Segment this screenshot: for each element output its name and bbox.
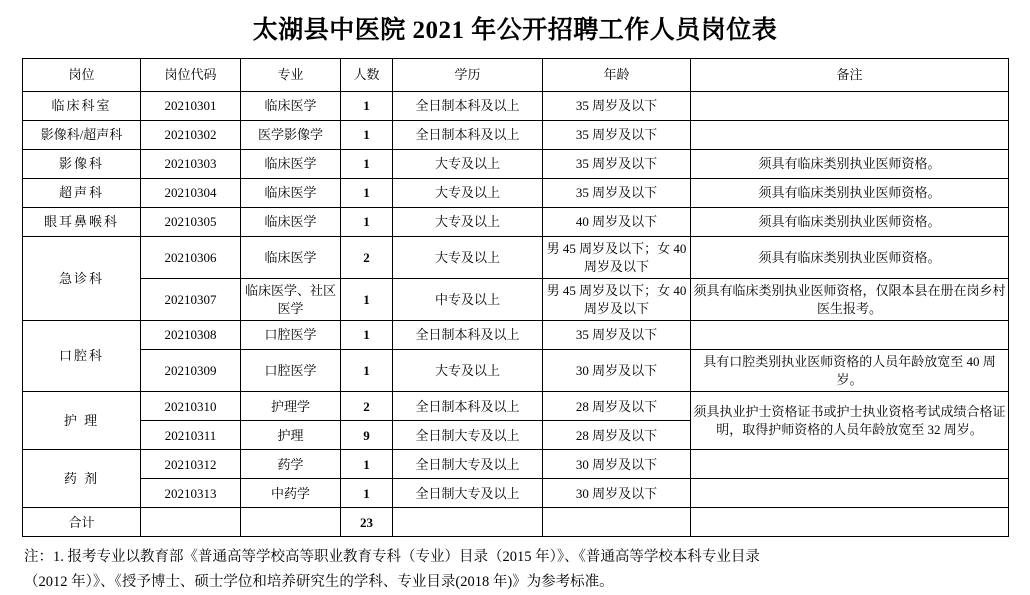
cell-education: 大专及以上 (393, 150, 543, 179)
column-header-post: 岗位 (23, 59, 141, 92)
cell-post: 口腔科 (23, 321, 141, 392)
cell-age: 30 周岁及以下 (543, 450, 691, 479)
table-row (23, 208, 1009, 237)
cell-post: 药 剂 (23, 450, 141, 508)
cell-remark: 须具有临床类别执业医师资格。 (691, 179, 1009, 208)
cell-education: 全日制本科及以上 (393, 121, 543, 150)
cell-education: 大专及以上 (393, 237, 543, 279)
cell-remark: 须具有临床类别执业医师资格。 (691, 208, 1009, 237)
cell-code: 20210305 (141, 208, 241, 237)
cell-post: 临床科室 (23, 92, 141, 121)
cell-post: 影像科 (23, 150, 141, 179)
cell-major: 中药学 (241, 479, 341, 508)
cell-major: 口腔医学 (241, 350, 341, 392)
cell-major: 护理学 (241, 392, 341, 421)
cell-total-major (241, 508, 341, 537)
cell-major: 临床医学 (241, 179, 341, 208)
column-header-remark: 备注 (691, 59, 1009, 92)
column-header-education: 学历 (393, 59, 543, 92)
cell-age: 35 周岁及以下 (543, 92, 691, 121)
cell-education: 大专及以上 (393, 179, 543, 208)
cell-number: 1 (341, 179, 393, 208)
cell-remark: 须具有临床类别执业医师资格。 (691, 237, 1009, 279)
cell-code: 20210304 (141, 179, 241, 208)
cell-major: 临床医学、社区医学 (241, 279, 341, 321)
cell-code: 20210311 (141, 421, 241, 450)
recruitment-table (22, 58, 1009, 537)
cell-major: 临床医学 (241, 150, 341, 179)
cell-age: 35 周岁及以下 (543, 321, 691, 350)
cell-age: 男 45 周岁及以下；女 40 周岁及以下 (543, 237, 691, 279)
cell-age: 30 周岁及以下 (543, 350, 691, 392)
cell-remark (691, 92, 1009, 121)
table-row (23, 237, 1009, 279)
column-header-age: 年龄 (543, 59, 691, 92)
cell-education: 全日制大专及以上 (393, 421, 543, 450)
table-total-row (23, 508, 1009, 537)
cell-number: 1 (341, 121, 393, 150)
cell-major: 口腔医学 (241, 321, 341, 350)
cell-total-code (141, 508, 241, 537)
cell-total-remark (691, 508, 1009, 537)
cell-total-label: 合计 (23, 508, 141, 537)
cell-major: 护理 (241, 421, 341, 450)
cell-post: 护 理 (23, 392, 141, 450)
page-title: 太湖县中医院 2021 年公开招聘工作人员岗位表 (252, 17, 778, 44)
table-row (23, 450, 1009, 479)
cell-number: 1 (341, 92, 393, 121)
cell-number: 1 (341, 150, 393, 179)
cell-number: 1 (341, 279, 393, 321)
cell-code: 20210306 (141, 237, 241, 279)
cell-post: 眼耳鼻喉科 (23, 208, 141, 237)
cell-code: 20210303 (141, 150, 241, 179)
cell-code: 20210302 (141, 121, 241, 150)
cell-remark (691, 121, 1009, 150)
cell-major: 药学 (241, 450, 341, 479)
footnote-line-2: （2012 年）》、《授予博士、硕士学位和培养研究生的学科、专业目录(2018 年)》为参考标准。 (24, 573, 614, 590)
cell-education: 全日制大专及以上 (393, 479, 543, 508)
table-row (23, 121, 1009, 150)
cell-age: 40 周岁及以下 (543, 208, 691, 237)
cell-number: 1 (341, 450, 393, 479)
cell-code: 20210309 (141, 350, 241, 392)
document-page (0, 10, 1030, 588)
cell-education: 全日制本科及以上 (393, 92, 543, 121)
cell-remark: 具有口腔类别执业医师资格的人员年龄放宽至 40 周岁。 (691, 350, 1009, 392)
column-header-number: 人数 (341, 59, 393, 92)
cell-education: 大专及以上 (393, 208, 543, 237)
table-row (23, 92, 1009, 121)
cell-code: 20210308 (141, 321, 241, 350)
table-row (23, 279, 1009, 321)
table-row (23, 179, 1009, 208)
table-row (23, 350, 1009, 392)
cell-code: 20210313 (141, 479, 241, 508)
cell-total-education (393, 508, 543, 537)
cell-education: 全日制大专及以上 (393, 450, 543, 479)
cell-number: 9 (341, 421, 393, 450)
cell-remark (691, 450, 1009, 479)
cell-major: 临床医学 (241, 237, 341, 279)
cell-remark: 须具有临床类别执业医师资格。 (691, 150, 1009, 179)
cell-age: 35 周岁及以下 (543, 121, 691, 150)
cell-age: 35 周岁及以下 (543, 150, 691, 179)
cell-post: 超声科 (23, 179, 141, 208)
cell-education: 全日制本科及以上 (393, 321, 543, 350)
cell-number: 1 (341, 321, 393, 350)
cell-post: 影像科/超声科 (23, 121, 141, 150)
cell-education: 全日制本科及以上 (393, 392, 543, 421)
footnotes (24, 545, 1006, 594)
cell-remark (691, 479, 1009, 508)
cell-education: 中专及以上 (393, 279, 543, 321)
table-row (23, 392, 1009, 421)
cell-number: 1 (341, 208, 393, 237)
cell-major: 医学影像学 (241, 121, 341, 150)
column-header-code: 岗位代码 (141, 59, 241, 92)
cell-major: 临床医学 (241, 208, 341, 237)
table-header-row (23, 59, 1009, 92)
cell-age: 35 周岁及以下 (543, 179, 691, 208)
cell-number: 2 (341, 237, 393, 279)
cell-code: 20210310 (141, 392, 241, 421)
cell-total-number: 23 (341, 508, 393, 537)
cell-remark: 须具有临床类别执业医师资格，仅限本县在册在岗乡村医生报考。 (691, 279, 1009, 321)
cell-remark: 须具执业护士资格证书或护士执业资格考试成绩合格证明，取得护师资格的人员年龄放宽至 32 周岁。 (691, 392, 1009, 450)
table-row (23, 150, 1009, 179)
cell-number: 1 (341, 350, 393, 392)
column-header-major: 专业 (241, 59, 341, 92)
cell-age: 28 周岁及以下 (543, 392, 691, 421)
cell-age: 28 周岁及以下 (543, 421, 691, 450)
cell-code: 20210312 (141, 450, 241, 479)
footnote-line-1: 注：1. 报考专业以教育部《普通高等学校高等职业教育专科（专业）目录（2015 年）》、《普通高等学校本科专业目录 (24, 549, 760, 566)
table-row (23, 321, 1009, 350)
cell-age: 30 周岁及以下 (543, 479, 691, 508)
cell-major: 临床医学 (241, 92, 341, 121)
cell-code: 20210301 (141, 92, 241, 121)
cell-code: 20210307 (141, 279, 241, 321)
cell-total-age (543, 508, 691, 537)
cell-post: 急诊科 (23, 237, 141, 321)
table-row (23, 479, 1009, 508)
cell-remark (691, 321, 1009, 350)
cell-number: 1 (341, 479, 393, 508)
cell-education: 大专及以上 (393, 350, 543, 392)
cell-number: 2 (341, 392, 393, 421)
cell-age: 男 45 周岁及以下；女 40 周岁及以下 (543, 279, 691, 321)
